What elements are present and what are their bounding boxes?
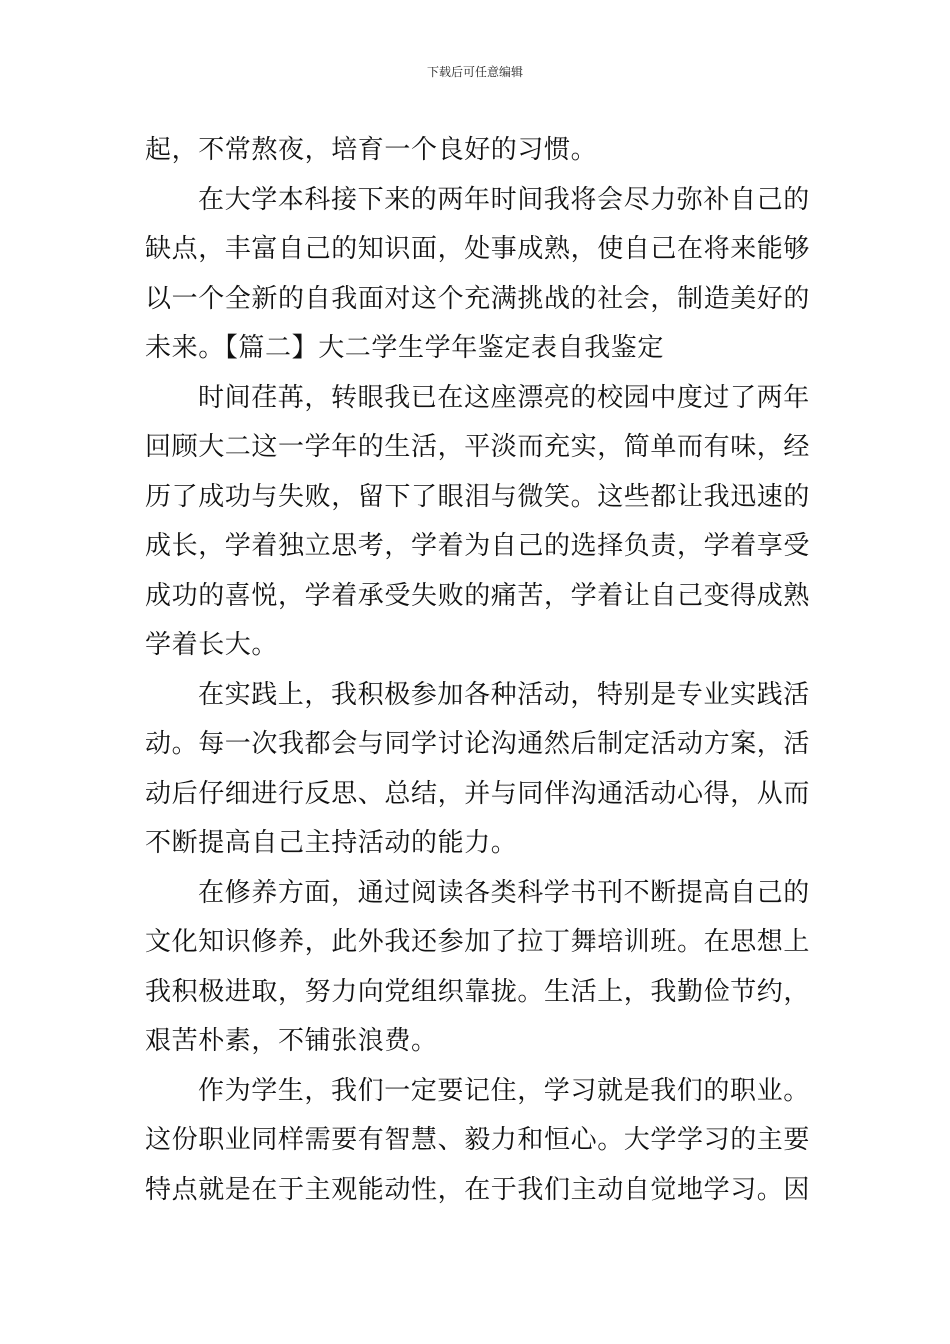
text-line: 学着长大。	[145, 630, 279, 660]
page-header: 下载后可任意编辑	[426, 65, 523, 79]
text-line: 艰苦朴素，不铺张浪费。	[145, 1026, 438, 1056]
text-line: 作为学生，我们一定要记住，学习就是我们的职业。	[198, 1075, 810, 1106]
text-line: 这份职业同样需要有智慧、毅力和恒心。大学学习的主要	[145, 1125, 811, 1155]
text-line: 不断提高自己主持活动的能力。	[145, 828, 518, 858]
text-line: 成长，学着独立思考，学着为自己的选择负责，学着享受	[145, 531, 811, 561]
text-line: 在实践上，我积极参加各种活动，特别是专业实践活	[198, 679, 810, 710]
text-line: 回顾大二这一学年的生活，平淡而充实，简单而有味，经	[145, 432, 811, 462]
text-line: 动后仔细进行反思、总结，并与同伴沟通活动心得，从而	[145, 778, 811, 809]
text-line: 以一个全新的自我面对这个充满挑战的社会，制造美好的	[145, 283, 811, 314]
text-line: 历了成功与失败，留下了眼泪与微笑。这些都让我迅速的	[145, 481, 811, 512]
text-line: 未来。【篇二】大二学生学年鉴定表自我鉴定	[145, 333, 665, 363]
text-line: 起，不常熬夜，培育一个良好的习惯。	[145, 135, 598, 165]
text-line: 在修养方面，通过阅读各类科学书刊不断提高自己的	[198, 877, 810, 908]
text-line: 时间荏苒，转眼我已在这座漂亮的校园中度过了两年	[198, 382, 810, 413]
text-line: 在大学本科接下来的两年时间我将会尽力弥补自己的	[198, 184, 810, 215]
text-line: 我积极进取，努力向党组织靠拢。生活上，我勤俭节约，	[145, 976, 811, 1007]
document-body	[145, 126, 809, 1215]
text-line: 文化知识修养，此外我还参加了拉丁舞培训班。在思想上	[145, 927, 811, 957]
text-line: 特点就是在于主观能动性，在于我们主动自觉地学习。因	[145, 1174, 811, 1205]
text-line: 动。每一次我都会与同学讨论沟通然后制定活动方案，活	[145, 729, 811, 759]
text-line: 成功的喜悦，学着承受失败的痛苦，学着让自己变得成熟	[145, 580, 811, 611]
text-line: 缺点，丰富自己的知识面，处事成熟，使自己在将来能够	[145, 234, 811, 264]
